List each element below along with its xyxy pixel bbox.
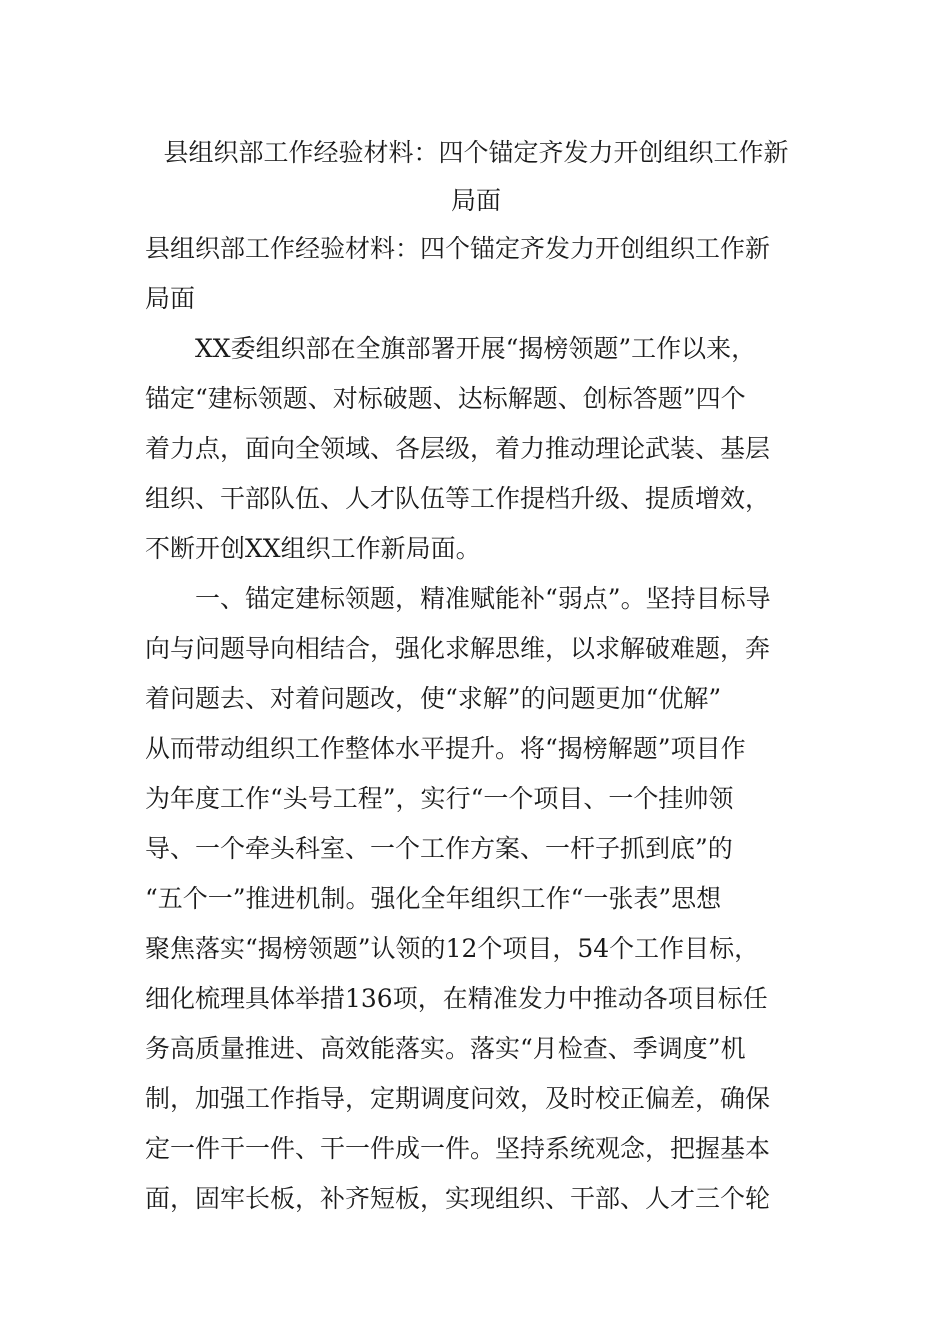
body-line: 着问题去、对着问题改，使“求解”的问题更加“优解” <box>145 684 722 713</box>
body-line: 面，固牢长板，补齐短板，实现组织、干部、人才三个轮 <box>145 1184 771 1213</box>
body-line: 县组织部工作经验材料：四个锚定齐发力开创组织工作新 <box>145 234 771 263</box>
body-line: 从而带动组织工作整体水平提升。将“揭榜解题”项目作 <box>145 734 746 763</box>
document-title-line-2: 局面 <box>450 186 501 215</box>
body-line: 务高质量推进、高效能落实。落实“月检查、季调度”机 <box>145 1034 746 1063</box>
body-line: 一、锚定建标领题，精准赋能补“弱点”。坚持目标导 <box>145 584 771 613</box>
body-line: XX委组织部在全旗部署开展“揭榜领题”工作以来， <box>145 334 757 363</box>
body-line: 细化梳理具体举措136项，在精准发力中推动各项目标任 <box>145 984 768 1013</box>
body-line: 局面 <box>145 284 196 313</box>
body-line: 锚定“建标领题、对标破题、达标解题、创标答题”四个 <box>145 384 746 413</box>
body-line: “五个一”推进机制。强化全年组织工作“一张表”思想 <box>145 884 722 913</box>
body-line: 组织、干部队伍、人才队伍等工作提档升级、提质增效， <box>145 484 771 513</box>
body-line: 不断开创XX组织工作新局面。 <box>145 534 481 563</box>
body-line: 着力点，面向全领域、各层级，着力推动理论武装、基层 <box>145 434 771 463</box>
body-line: 定一件干一件、干一件成一件。坚持系统观念，把握基本 <box>145 1134 771 1163</box>
body-line: 聚焦落实“揭榜领题”认领的12个项目，54个工作目标， <box>145 934 760 963</box>
body-line: 制，加强工作指导，定期调度问效，及时校正偏差，确保 <box>145 1084 771 1113</box>
body-line: 向与问题导向相结合，强化求解思维，以求解破难题，奔 <box>145 634 771 663</box>
body-line: 为年度工作“头号工程”，实行“一个项目、一个挂帅领 <box>145 784 734 813</box>
document-title-line-1: 县组织部工作经验材料：四个锚定齐发力开创组织工作新 <box>163 138 789 167</box>
body-line: 导、一个牵头科室、一个工作方案、一杆子抓到底”的 <box>145 834 733 863</box>
